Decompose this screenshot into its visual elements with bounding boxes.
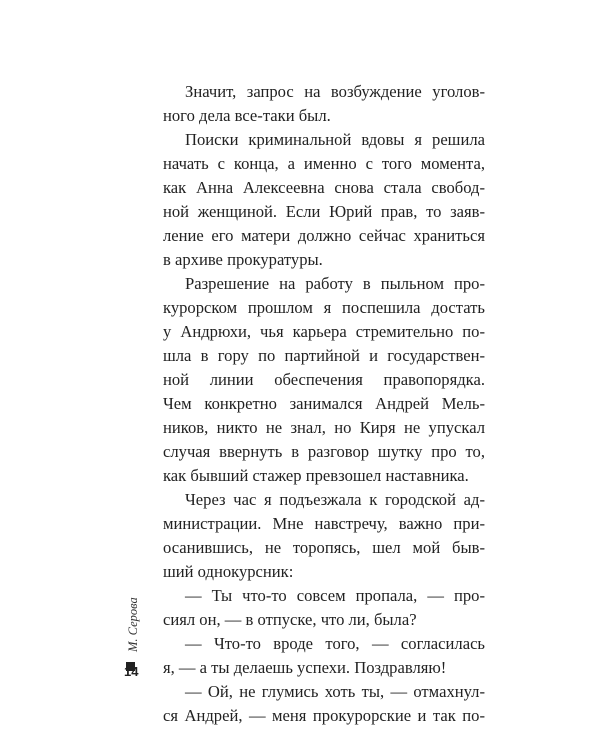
text-line: случая ввернуть в разговор шутку про то, [163, 442, 485, 461]
text-line: ший однокурсник: [163, 562, 294, 581]
text-line: в архиве прокуратуры. [163, 250, 323, 269]
text-line: осанившись, не торопясь, шел мой быв- [163, 538, 485, 557]
text-line: Чем конкретно занимался Андрей Мель- [163, 394, 485, 413]
text-line: Через час я подъезжала к городской ад- [185, 490, 485, 509]
text-line: — Что-то вроде того, — согласилась [185, 634, 485, 653]
text-line: ной женщиной. Если Юрий прав, то заяв- [163, 202, 485, 221]
text-line: Значит, запрос на возбуждение уголов- [185, 82, 485, 101]
text-line: Разрешение на работу в пыльном про- [185, 274, 485, 293]
text-line: — Ты что-то совсем пропала, — про- [185, 586, 485, 605]
author-name: М. Серова [126, 597, 140, 652]
text-line: министрации. Мне навстречу, важно при- [163, 514, 485, 533]
text-line: ся Андрей, — меня прокурорские и так по- [163, 706, 485, 725]
text-line: шла в гору по партийной и государствен- [163, 346, 485, 365]
text-line: ной линии обеспечения правопорядка. [163, 370, 485, 389]
text-line: ного дела все-таки был. [163, 106, 331, 125]
text-line: как Анна Алексеевна снова стала свобод- [163, 178, 485, 197]
body-text [163, 80, 485, 728]
text-line: ление его матери должно сейчас храниться [163, 226, 485, 245]
text-line: курорском прошлом я поспешила достать [163, 298, 485, 317]
text-line: — Ой, не глумись хоть ты, — отмахнул- [185, 682, 485, 701]
page-number: 14 [124, 664, 139, 679]
text-line: начать с конца, а именно с того момента, [163, 154, 485, 173]
text-line: Поиски криминальной вдовы я решила [185, 130, 485, 149]
running-head [126, 597, 156, 670]
text-line: я, — а ты делаешь успехи. Поздравляю! [163, 658, 447, 677]
text-line: как бывший стажер превзошел наставника. [163, 466, 469, 485]
text-line: сиял он, — в отпуске, что ли, была? [163, 610, 417, 629]
text-line: у Андрюхи, чья карьера стремительно по- [163, 322, 485, 341]
text-line: ников, никто не знал, но Киря не упускал [163, 418, 485, 437]
